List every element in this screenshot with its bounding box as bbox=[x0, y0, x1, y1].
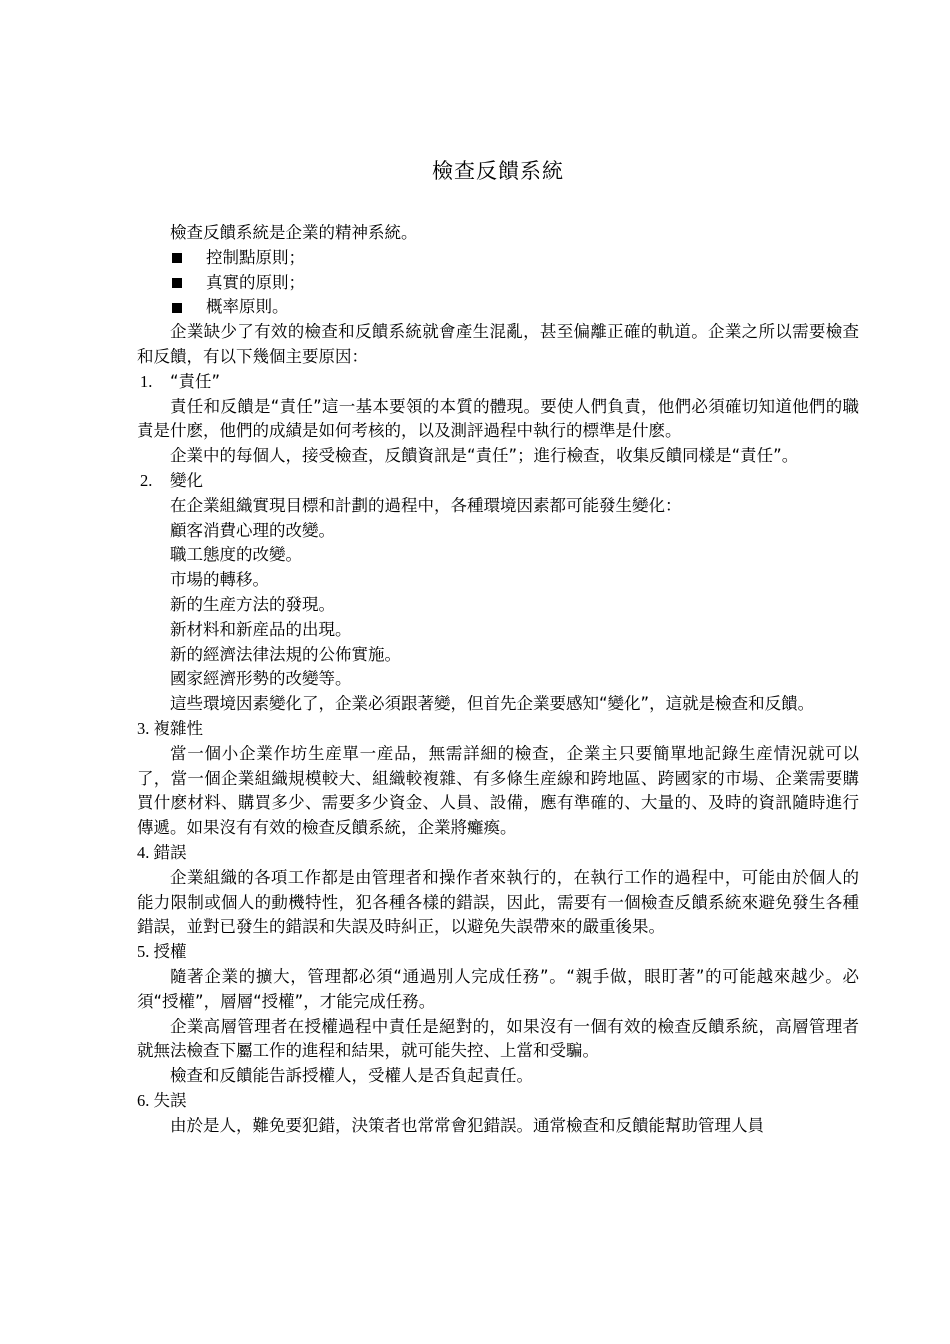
section-title: “責任” bbox=[170, 371, 221, 391]
paragraph: 企業中的每個人，接受檢查，反饋資訊是“責任”；進行檢查，收集反饋同樣是“責任”。 bbox=[170, 446, 799, 466]
list-item: 新的經濟法律法規的公佈實施。 bbox=[170, 644, 401, 664]
paragraph: 隨著企業的擴大，管理都必須“通過別人完成任務”。“親手做，眼盯著”的可能越來越少。必須“授權”，層層“授權”，才能完成任務。 bbox=[137, 966, 859, 1011]
section-title: 複雜性 bbox=[153, 718, 203, 738]
paragraph: 當一個小企業作坊生産單一産品，無需詳細的檢查，企業主只要簡單地記錄生産情況就可以了，當一個企業組織規模較大、組織較複雜、有多條生産線和跨地區、跨國家的市場、企業需要購買什麽材料、購買多少、需要多少資金、人員、設備，應有準確的、大量的、及時的資訊隨時進行傳遞。如果沒有有效的檢查反饋系統，企業將癱瘓。 bbox=[137, 743, 859, 838]
section-number: 1. bbox=[140, 371, 153, 391]
list-item: 顧客消費心理的改變。 bbox=[170, 520, 335, 540]
section-title: 變化 bbox=[170, 470, 203, 490]
paragraph: 責任和反饋是“責任”這一基本要領的本質的體現。要使人們負責，他們必須確切知道他們的職責是什麽，他們的成績是如何考核的，以及測評過程中執行的標準是什麽。 bbox=[137, 396, 859, 441]
square-bullet-icon bbox=[172, 303, 182, 313]
section-number: 4. bbox=[137, 842, 154, 862]
paragraph: 這些環境因素變化了，企業必須跟著變，但首先企業要感知“變化”，這就是檢查和反饋。 bbox=[170, 694, 815, 714]
section-title: 錯誤 bbox=[153, 842, 187, 862]
paragraph: 在企業組織實現目標和計劃的過程中，各種環境因素都可能發生變化： bbox=[170, 495, 682, 515]
paragraph: 由於是人，難免要犯錯，決策者也常常會犯錯誤。通常檢查和反饋能幫助管理人員 bbox=[170, 1115, 764, 1135]
section-title: 失誤 bbox=[153, 1090, 187, 1110]
bullet-item bbox=[137, 271, 859, 296]
bullet-text: 概率原則。 bbox=[206, 297, 289, 317]
list-item: 職工態度的改變。 bbox=[170, 545, 302, 565]
bullet-item bbox=[137, 246, 859, 271]
paragraph: 檢查和反饋能告訴授權人，受權人是否負起責任。 bbox=[170, 1066, 533, 1086]
list-item: 新材料和新産品的出現。 bbox=[170, 619, 352, 639]
list-item: 國家經濟形勢的改變等。 bbox=[170, 669, 352, 689]
section-number: 3. bbox=[137, 718, 154, 738]
section-number: 6. bbox=[137, 1090, 154, 1110]
bullet-text: 真實的原則； bbox=[206, 272, 305, 292]
section-heading-2 bbox=[137, 469, 859, 494]
paragraph: 企業高層管理者在授權過程中責任是絕對的，如果沒有一個有效的檢查反饋系統，高層管理者就無法檢查下屬工作的進程和結果，就可能失控、上當和受騙。 bbox=[137, 1016, 859, 1061]
intro-paragraph: 檢查反饋系統是企業的精神系統。 bbox=[170, 223, 418, 242]
bullet-text: 控制點原則； bbox=[206, 247, 305, 267]
section-heading-4 bbox=[137, 841, 859, 866]
list-item: 市場的轉移。 bbox=[170, 570, 269, 590]
square-bullet-icon bbox=[172, 253, 182, 263]
square-bullet-icon bbox=[172, 278, 182, 288]
section-heading-6 bbox=[137, 1089, 859, 1114]
lead-paragraph: 企業缺少了有效的檢查和反饋系統就會產生混亂，甚至偏離正確的軌道。企業之所以需要檢查和反饋，有以下幾個主要原因： bbox=[137, 322, 859, 366]
document-body bbox=[137, 221, 859, 1138]
document-title: 檢查反饋系統 bbox=[432, 159, 564, 183]
bullet-item bbox=[137, 295, 859, 320]
section-heading-1 bbox=[137, 370, 859, 395]
section-title: 授權 bbox=[153, 942, 187, 962]
paragraph: 企業組織的各項工作都是由管理者和操作者來執行的，在執行工作的過程中，可能由於個人的能力限制或個人的動機特性，犯各種各樣的錯誤，因此，需要有一個檢查反饋系統來避免發生各種錯誤，並對已發生的錯誤和失誤及時糾正，以避免失誤帶來的嚴重後果。 bbox=[137, 867, 859, 937]
section-number: 2. bbox=[140, 470, 153, 490]
section-heading-3 bbox=[137, 717, 859, 742]
section-heading-5 bbox=[137, 940, 859, 965]
section-number: 5. bbox=[137, 942, 154, 962]
list-item: 新的生産方法的發現。 bbox=[170, 594, 335, 614]
